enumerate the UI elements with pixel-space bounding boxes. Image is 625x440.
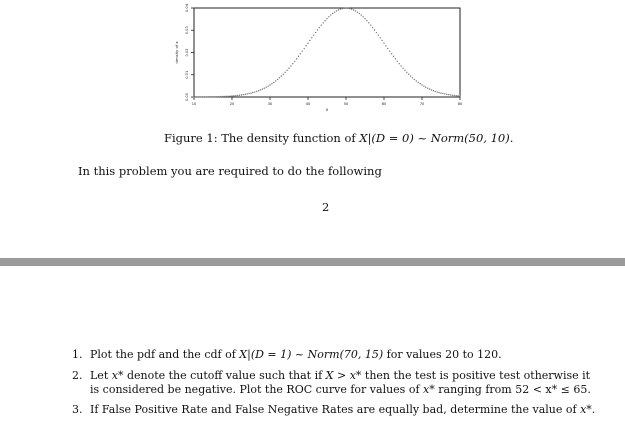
curve-point	[338, 9, 339, 10]
curve-point	[212, 96, 213, 97]
curve-point	[446, 94, 447, 95]
curve-point	[298, 56, 299, 57]
curve-point	[273, 82, 274, 83]
curve-point	[252, 92, 253, 93]
curve-point	[416, 80, 417, 81]
curve-point	[281, 75, 282, 76]
curve-point	[258, 90, 259, 91]
curve-point	[286, 70, 287, 71]
task-math: x*	[111, 369, 124, 382]
curve-point	[404, 70, 405, 71]
curve-point	[256, 91, 257, 92]
curve-point	[283, 74, 284, 75]
task-text: ranging from 52 < x* ≤ 65.	[434, 383, 591, 396]
task-math: X > x*	[325, 369, 362, 382]
curve-point	[237, 95, 238, 96]
curve-point	[448, 94, 449, 95]
task-item-2	[72, 369, 602, 397]
task-math: X|(D = 1) ~ Norm(70, 15)	[239, 348, 384, 361]
curve-point	[317, 29, 318, 30]
figure-caption	[164, 131, 513, 145]
x-tick-label: 70	[419, 102, 425, 106]
curve-point	[452, 95, 453, 96]
task-text: .	[591, 403, 596, 416]
curve-point	[349, 8, 350, 9]
curve-point	[442, 93, 443, 94]
task-text: denote the cutoff value such that if	[123, 369, 326, 382]
intro-text: In this problem you are required to do the following	[78, 164, 382, 178]
curve-point	[319, 27, 320, 28]
curve-point	[207, 96, 208, 97]
curve-point	[199, 96, 200, 97]
curve-point	[205, 96, 206, 97]
curve-point	[241, 94, 242, 95]
curve-point	[324, 20, 325, 21]
curve-point	[243, 94, 244, 95]
curve-point	[336, 10, 337, 11]
task-text: If False Positive Rate and False Negative Rates are equally bad, determine the value of	[90, 403, 581, 416]
y-tick-label: 0.03	[185, 26, 189, 35]
task-number: 3.	[72, 403, 83, 416]
curve-point	[248, 93, 249, 94]
curve-point	[433, 90, 434, 91]
curve-point	[231, 95, 232, 96]
curve-point	[347, 8, 348, 9]
curve-point	[343, 8, 344, 9]
curve-point	[364, 18, 365, 19]
curve-point	[302, 50, 303, 51]
curve-point	[431, 89, 432, 90]
x-tick-label: 30	[267, 102, 273, 106]
curve-point	[457, 95, 458, 96]
curve-point	[313, 34, 314, 35]
curve-point	[454, 95, 455, 96]
x-tick-label: 50	[343, 102, 349, 106]
y-axis-label: density of x	[174, 41, 179, 64]
task-number: 2.	[72, 369, 83, 382]
curve-point	[391, 53, 392, 54]
x-tick-label: 80	[457, 102, 463, 106]
curve-point	[250, 92, 251, 93]
curve-point	[315, 32, 316, 33]
caption-math: X|(D = 0) ~ Norm(50, 10)	[359, 131, 510, 145]
curve-point	[226, 96, 227, 97]
curve-point	[210, 96, 211, 97]
caption-suffix: .	[509, 131, 514, 145]
task-item-1	[72, 348, 602, 362]
curve-point	[296, 58, 297, 59]
curve-point	[372, 27, 373, 28]
curve-point	[254, 91, 255, 92]
curve-point	[245, 94, 246, 95]
density-curve	[193, 8, 460, 98]
page-separator	[0, 258, 625, 266]
curve-point	[438, 92, 439, 93]
curve-point	[399, 63, 400, 64]
task-text: for values 20 to 120.	[383, 348, 502, 361]
curve-point	[395, 58, 396, 59]
curve-point	[304, 48, 305, 49]
curve-point	[269, 84, 270, 85]
curve-point	[279, 77, 280, 78]
y-tick-label: 0.02	[185, 48, 189, 57]
y-tick-label: 0.04	[185, 3, 189, 13]
curve-point	[288, 67, 289, 68]
task-text: Let	[90, 369, 112, 382]
curve-point	[378, 34, 379, 35]
curve-point	[374, 29, 375, 30]
curve-point	[311, 37, 312, 38]
curve-point	[294, 61, 295, 62]
curve-point	[266, 87, 267, 88]
curve-point	[264, 88, 265, 89]
curve-point	[220, 96, 221, 97]
curve-point	[353, 9, 354, 10]
curve-point	[366, 20, 367, 21]
curve-point	[290, 65, 291, 66]
curve-point	[414, 79, 415, 80]
task-text: Plot the pdf and the cdf of	[90, 348, 240, 361]
curve-point	[209, 96, 210, 97]
curve-point	[328, 16, 329, 17]
curve-point	[275, 80, 276, 81]
curve-point	[418, 82, 419, 83]
curve-point	[285, 72, 286, 73]
task-number: 1.	[72, 348, 83, 361]
task-item-3	[72, 403, 602, 417]
x-tick-label: 20	[229, 102, 235, 106]
curve-point	[368, 22, 369, 23]
curve-point	[361, 14, 362, 15]
curve-point	[262, 88, 263, 89]
curve-point	[216, 96, 217, 97]
curve-point	[406, 72, 407, 73]
curve-point	[421, 84, 422, 85]
curve-point	[425, 87, 426, 88]
x-tick-label: 10	[191, 102, 197, 106]
x-axis-label: x	[325, 107, 329, 112]
curve-point	[307, 42, 308, 43]
task-math: x*	[580, 403, 592, 416]
curve-point	[435, 91, 436, 92]
curve-point	[277, 79, 278, 80]
curve-point	[437, 91, 438, 92]
y-tick-label: 0.01	[185, 70, 189, 79]
curve-point	[351, 9, 352, 10]
curve-point	[323, 22, 324, 23]
curve-point	[300, 53, 301, 54]
density-figure	[164, 0, 464, 115]
curve-point	[342, 8, 343, 9]
x-tick-label: 60	[381, 102, 387, 106]
curve-point	[440, 92, 441, 93]
curve-point	[456, 95, 457, 96]
curve-point	[235, 95, 236, 96]
curve-point	[224, 96, 225, 97]
curve-point	[357, 11, 358, 12]
curve-point	[267, 85, 268, 86]
curve-point	[201, 96, 202, 97]
curve-point	[247, 93, 248, 94]
curve-point	[410, 75, 411, 76]
curve-point	[330, 14, 331, 15]
curve-point	[387, 48, 388, 49]
curve-point	[218, 96, 219, 97]
curve-point	[239, 95, 240, 96]
curve-point	[419, 83, 420, 84]
curve-point	[332, 13, 333, 14]
curve-point	[380, 37, 381, 38]
curve-point	[376, 32, 377, 33]
curve-point	[412, 77, 413, 78]
curve-point	[228, 96, 229, 97]
x-tick-label: 40	[305, 102, 311, 106]
task-text: then the test is positive test otherwise it is considered be negative. Plot the ROC curve for values of	[90, 369, 591, 396]
curve-point	[393, 56, 394, 57]
curve-point	[427, 88, 428, 89]
curve-point	[340, 9, 341, 10]
curve-point	[362, 16, 363, 17]
curve-point	[345, 8, 346, 9]
curve-point	[444, 93, 445, 94]
curve-point	[193, 96, 194, 97]
curve-point	[229, 95, 230, 96]
curve-point	[385, 45, 386, 46]
curve-point	[383, 42, 384, 43]
curve-point	[309, 40, 310, 41]
curve-point	[305, 45, 306, 46]
caption-prefix: Figure 1: The density function of	[164, 131, 360, 145]
curve-point	[203, 96, 204, 97]
x-axis	[192, 97, 463, 112]
curve-point	[389, 50, 390, 51]
curve-point	[222, 96, 223, 97]
curve-point	[334, 11, 335, 12]
curve-point	[370, 24, 371, 25]
curve-point	[408, 74, 409, 75]
curve-point	[450, 94, 451, 95]
curve-point	[381, 40, 382, 41]
curve-point	[260, 89, 261, 90]
page-number: 2	[322, 200, 330, 214]
curve-point	[402, 67, 403, 68]
curve-point	[214, 96, 215, 97]
curve-point	[423, 85, 424, 86]
curve-point	[355, 10, 356, 11]
y-tick-label: 0.00	[185, 92, 189, 102]
curve-point	[195, 96, 196, 97]
curve-point	[326, 18, 327, 19]
curve-point	[271, 83, 272, 84]
curve-point	[429, 88, 430, 89]
curve-point	[197, 96, 198, 97]
y-axis	[174, 3, 194, 101]
task-list	[72, 348, 602, 424]
curve-point	[459, 95, 460, 96]
curve-point	[359, 13, 360, 14]
curve-point	[292, 63, 293, 64]
curve-point	[321, 24, 322, 25]
curve-point	[400, 65, 401, 66]
task-math: x*	[423, 383, 435, 396]
curve-point	[397, 61, 398, 62]
curve-point	[233, 95, 234, 96]
